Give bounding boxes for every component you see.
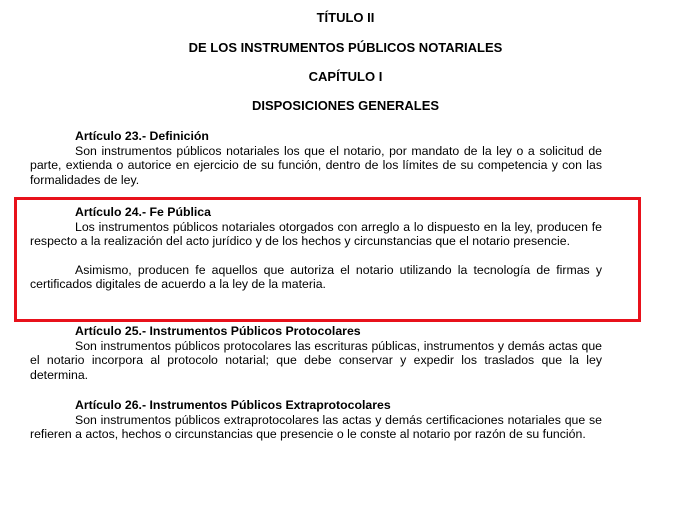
title-heading: TÍTULO II bbox=[316, 10, 375, 25]
article-title: Artículo 26.- Instrumentos Públicos Extraprotocolares bbox=[75, 398, 391, 412]
title-name-heading: DE LOS INSTRUMENTOS PÚBLICOS NOTARIALES bbox=[188, 40, 503, 55]
article-paragraph: Los instrumentos públicos notariales otorgados con arreglo a lo dispuesto en la ley, producen fe respecto a la realización del acto jurídico y de los hechos y circunstancias que el notario presencie. bbox=[30, 219, 602, 249]
chapter-heading: CAPÍTULO I bbox=[308, 69, 383, 84]
article-title: Artículo 23.- Definición bbox=[75, 129, 209, 143]
article-title: Artículo 24.- Fe Pública bbox=[75, 205, 211, 219]
article-paragraph: Asimismo, producen fe aquellos que autoriza el notario utilizando la tecnología de firmas y certificados digitales de acuerdo a la ley de la materia. bbox=[30, 262, 602, 292]
article-paragraph: Son instrumentos públicos notariales los que el notario, por mandato de la ley o a solicitud de parte, extienda o autorice en ejercicio de su función, dentro de los límites de su competencia y con las formalidades de ley. bbox=[30, 143, 602, 187]
highlight-box bbox=[14, 197, 641, 322]
article-25 bbox=[30, 324, 602, 382]
chapter-name-heading: DISPOSICIONES GENERALES bbox=[251, 98, 440, 113]
article-title: Artículo 25.- Instrumentos Públicos Protocolares bbox=[75, 324, 361, 338]
article-paragraph: Son instrumentos públicos protocolares las escrituras públicas, instrumentos y demás actas que el notario incorpora al protocolo notarial; que debe conservar y expedir los traslados que la ley determina. bbox=[30, 338, 602, 382]
article-23 bbox=[30, 129, 602, 187]
article-paragraph: Son instrumentos públicos extraprotocolares las actas y demás certificaciones notariales que se refieren a actos, hechos o circunstancias que presencie o le conste al notario por razón de su función. bbox=[30, 412, 602, 442]
article-26 bbox=[30, 398, 602, 442]
